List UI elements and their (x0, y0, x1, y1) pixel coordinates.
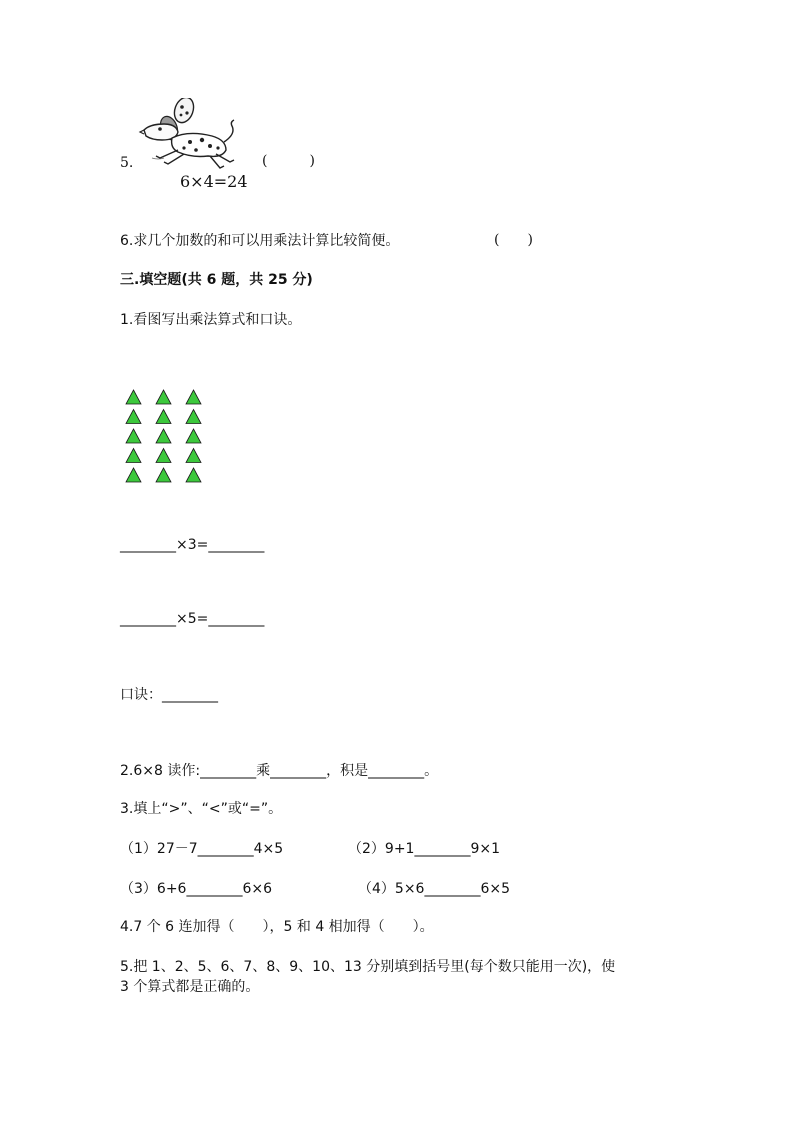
fill-5-line-2: 3 个算式都是正确的。 (120, 979, 260, 995)
triangle-grid (124, 388, 214, 484)
fill-3-item-1[interactable]: （1）27－7________4×5 (120, 841, 284, 857)
green-triangle (156, 410, 171, 424)
fill-1-equation-2[interactable]: ________×5=________ (120, 611, 265, 627)
green-triangle (186, 449, 201, 463)
fill-3-item-3[interactable]: （3）6+6________6×6 (120, 881, 272, 897)
green-triangle (186, 429, 201, 443)
fill-5-line-1: 5.把 1、2、5、6、7、8、9、10、13 分别填到括号里(每个数只能用一次)，使 (120, 959, 616, 975)
green-triangle (126, 410, 141, 424)
green-triangle (186, 390, 201, 404)
question-6-text: 6.求几个加数的和可以用乘法计算比较简便。 (120, 233, 400, 249)
fill-3-item-2[interactable]: （2）9+1________9×1 (348, 841, 500, 857)
green-triangle (156, 449, 171, 463)
fill-1-prompt: 1.看图写出乘法算式和口诀。 (120, 312, 302, 328)
fill-1-koujue[interactable]: 口诀：________ (120, 687, 218, 703)
section-3-title: 三.填空题(共 6 题，共 25 分) (120, 272, 313, 288)
green-triangle (156, 468, 171, 482)
fill-3-item-4[interactable]: （4）5×6________6×5 (358, 881, 510, 897)
green-triangle (126, 468, 141, 482)
question-5-answer-paren[interactable]: ( ) (262, 153, 315, 169)
green-triangle (156, 429, 171, 443)
running-dog-illustration (138, 98, 242, 170)
green-triangle (186, 468, 201, 482)
fill-2-text[interactable]: 2.6×8 读作:________乘________，积是________。 (120, 763, 439, 779)
green-triangle (126, 449, 141, 463)
question-6-answer-paren[interactable]: ( ) (494, 232, 533, 248)
green-triangle (186, 410, 201, 424)
fill-4-text[interactable]: 4.7 个 6 连加得（ ），5 和 4 相加得（ ）。 (120, 919, 434, 935)
fill-1-equation-1[interactable]: ________×3=________ (120, 537, 265, 553)
question-5-equation: 6×4=24 (180, 172, 248, 191)
fill-3-prompt: 3.填上“>”、“<”或“=”。 (120, 801, 283, 817)
green-triangle (156, 390, 171, 404)
green-triangle (126, 390, 141, 404)
green-triangle (126, 429, 141, 443)
question-5-number: 5. (120, 155, 134, 171)
